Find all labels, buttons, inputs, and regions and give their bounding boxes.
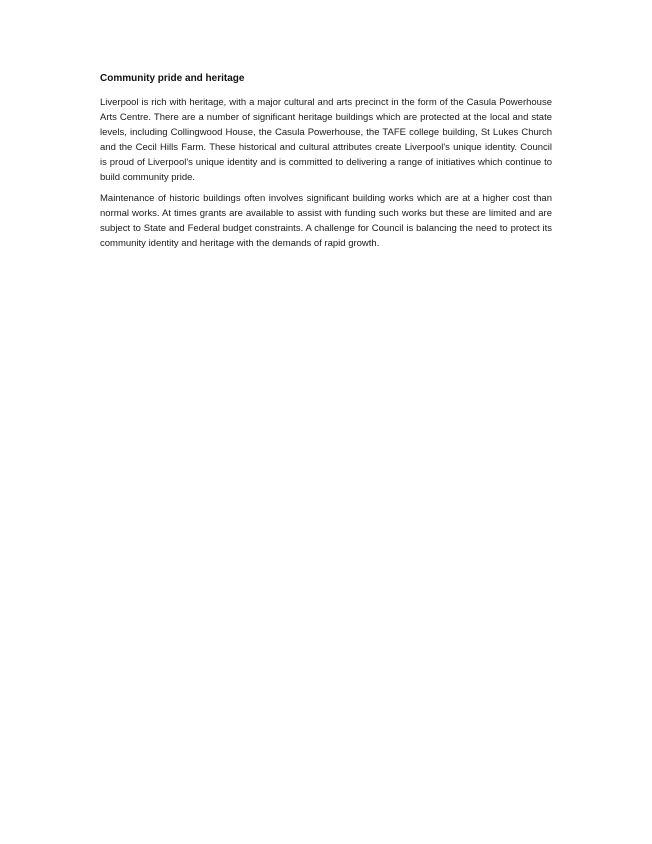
section-heading: Community pride and heritage [100,73,245,84]
document-body [100,72,552,257]
paragraph-maintenance: Maintenance of historic buildings often involves significant building works which are at a higher cost than normal works. At times grants are available to assist with funding such works but these are limited and are subject to State and Federal budget constraints. A challenge for Council is balancing the need to protect its community identity and heritage with the demands of rapid growth. [100,193,552,249]
paragraph-heritage: Liverpool is rich with heritage, with a major cultural and arts precinct in the form of the Casula Powerhouse Arts Centre. There are a number of significant heritage buildings which are protected at the local and state levels, including Collingwood House, the Casula Powerhouse, the TAFE college building, St Lukes Church and the Cecil Hills Farm. These historical and cultural attributes create Liverpool's unique identity. Council is proud of Liverpool's unique identity and is committed to delivering a range of initiatives which continue to build community pride. [100,97,552,183]
